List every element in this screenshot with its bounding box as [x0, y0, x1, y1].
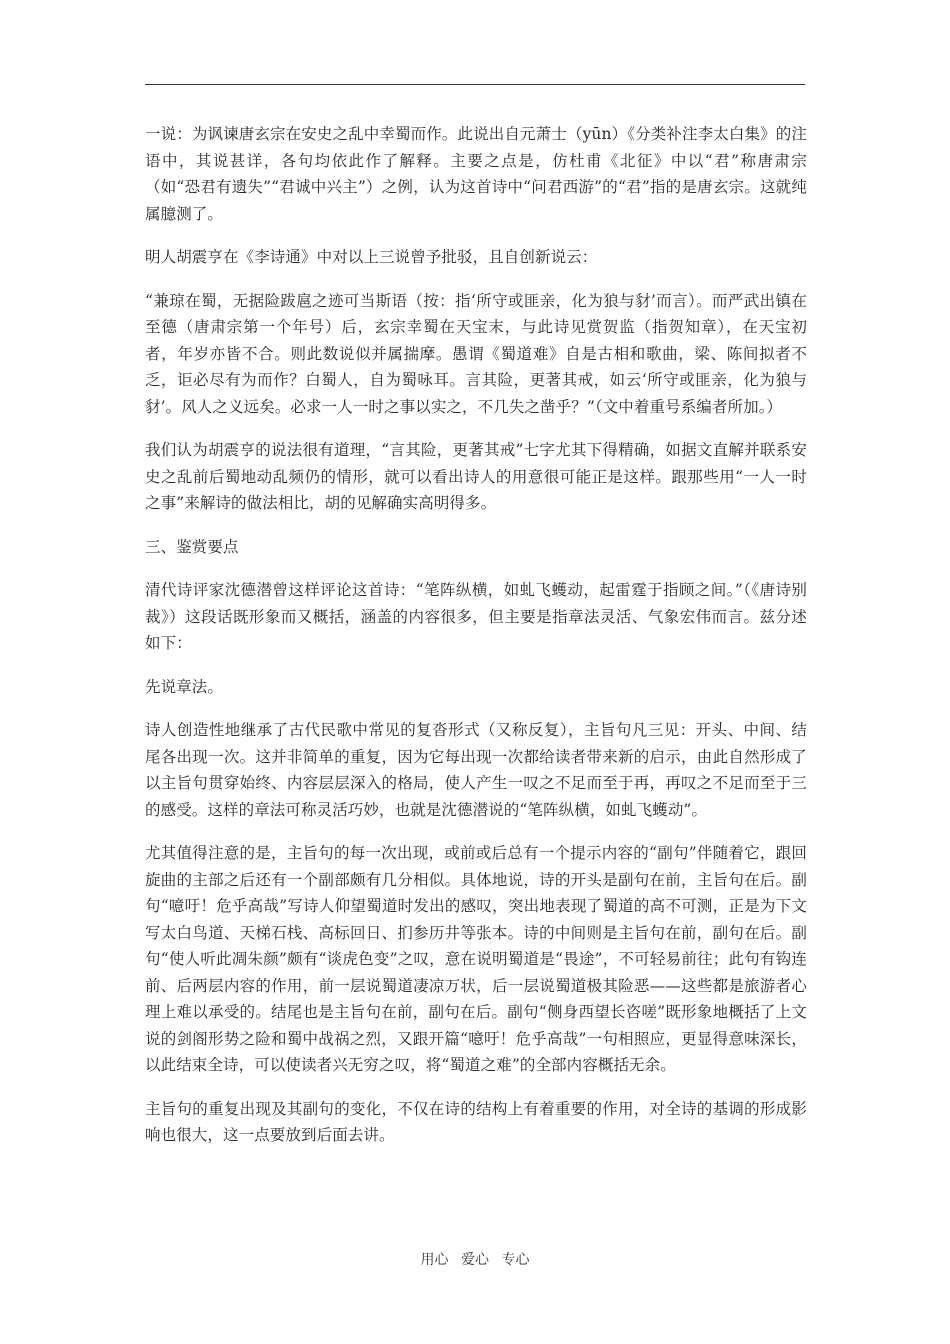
paragraph: 明人胡震亨在《李诗通》中对以上三说曾予批驳，且自创新说云： [145, 248, 598, 266]
footer-word: 用心 [420, 1252, 449, 1268]
paragraph: 诗人创造性地继承了古代民歌中常见的复沓形式（又称反复），主旨句凡三见：开头、中间、结尾各出现一次。这并非简单的重复，因为它每出现一次都给读者带来新的启示，由此自然形成了以主旨句贯穿始终、内容层层深入的格局，使人产生一叹之不足而至于再，再叹之不足而至于三的感受。这样的章法可称灵活巧妙，也就是沈德潜说的“笔阵纵横，如虬飞蠖动”。 [145, 721, 807, 819]
footer-word: 专心 [501, 1252, 530, 1268]
page-footer [0, 1249, 950, 1269]
header-rule [145, 84, 805, 85]
paragraph: 先说章法。 [145, 677, 224, 696]
quote-paragraph: “兼琼在蜀，无据险跋扈之迹可当斯语（按：指‘所守或匪亲，化为狼与豺’而言）。而严武出镇在至德（唐肃宗第一个年号）后，玄宗幸蜀在天宝末，与此诗见赏贺监（指贺知章），在天宝初者，年岁亦皆不合。则此数说似并属揣摩。愚谓《蜀道难》自是古相和歌曲，梁、陈间拟者不乏，讵必尽有为而作？白蜀人，自为蜀咏耳。言其险，更著其戒，如云‘所守或匪亲，化为狼与豺’。风人之义远矣。必求一人一时之事以实之，不几失之凿乎？”（文中着重号系编者所加。） [145, 291, 807, 416]
paragraph: 一说：为讽谏唐玄宗在安史之乱中幸蜀而作。此说出自元萧士（yūn）《分类补注李太白集》的注语中，其说甚详，各句均依此作了解释。主要之点是，仿杜甫《北征》中以“君”称唐肃宗（如“恐君有遗失”“君诚中兴主”）之例，认为这首诗中“问君西游”的“君”指的是唐玄宗。这就纯属臆测了。 [145, 125, 807, 223]
paragraph: 我们认为胡震亨的说法很有道理，“言其险，更著其戒”七字尤其下得精确，如据文直解并联系安史之乱前后蜀地动乱频仍的情形，就可以看出诗人的用意很可能正是这样。跟那些用“一人一时之事”来解诗的做法相比，胡的见解确实高明得多。 [145, 441, 807, 512]
footer-word: 爱心 [461, 1252, 489, 1268]
document-body [145, 121, 807, 1166]
paragraph: 尤其值得注意的是，主旨句的每一次出现，或前或后总有一个提示内容的“副句”伴随着它，跟回旋曲的主部之后还有一个副部颇有几分相似。具体地说，诗的开头是副句在前，主旨句在后。副句“噫吁！危乎高哉”写诗人仰望蜀道时发出的感叹，突出地表现了蜀道的高不可测，正是为下文写太白鸟道、天梯石栈、高标回日、扪参历井等张本。诗的中间则是主旨句在前，副句在后。副句“使人听此凋朱颜”颇有“谈虎色变”之叹，意在说明蜀道是“畏途”，不可轻易前往；此句有钩连前、后两层内容的作用，前一层说蜀道凄凉万状，后一层说蜀道极其险恶——这些都是旅游者心理上难以承受的。结尾也是主旨句在前，副句在后。副句“侧身西望长咨嗟”既形象地概括了上文说的剑阁形势之险和蜀中战祸之烈，又跟开篇“噫吁！危乎高哉”一句相照应，更显得意味深长，以此结束全诗，可以使读者兴无穷之叹，将“蜀道之难”的全部内容概括无余。 [145, 844, 807, 1074]
paragraph: 主旨句的重复出现及其副句的变化，不仅在诗的结构上有着重要的作用，对全诗的基调的形成影响也很大，这一点要放到后面去讲。 [145, 1099, 807, 1144]
paragraph: 清代诗评家沈德潜曾这样评论这首诗：“笔阵纵横，如虬飞蠖动，起雷霆于指顾之间。”（《唐诗别裁》）这段话既形象而又概括，涵盖的内容很多，但主要是指章法灵活、气象宏伟而言。兹分述如下： [145, 581, 807, 652]
section-heading: 三、鉴赏要点 [145, 537, 239, 556]
